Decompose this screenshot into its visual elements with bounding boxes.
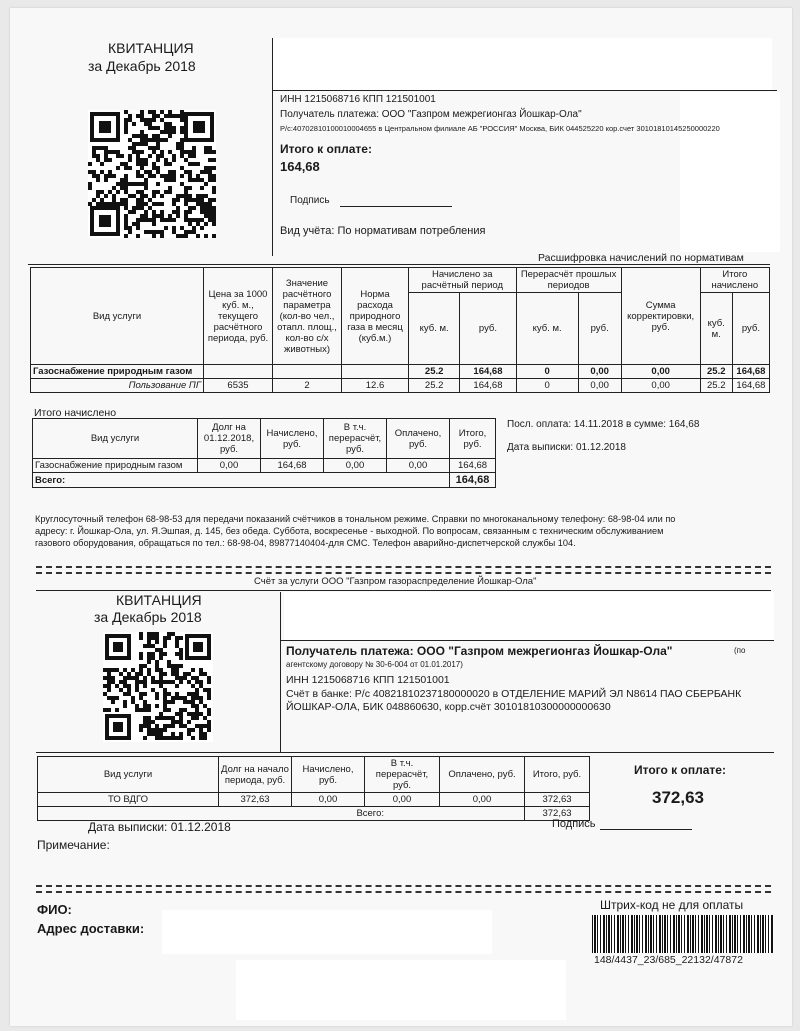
summary-title: Итого начислено — [34, 407, 117, 419]
info-line: Круглосуточный телефон 68-98-53 для передачи показаний счётчиков в тональном режиме. Справки по многоканальному телефону: 68-98-04 или по — [35, 514, 676, 524]
receipt2-bank-line2: ЙОШКАР-ОЛА, БИК 048860630, корр.счёт 30101810300000000630 — [286, 701, 611, 713]
divider — [280, 592, 281, 752]
cell: 0 — [516, 379, 578, 393]
receipt1-inn: ИНН 1215068716 КПП 121501001 — [280, 94, 436, 105]
redacted-area — [162, 910, 492, 954]
cell: 0,00 — [365, 793, 440, 807]
th-total: Итого, руб. — [450, 419, 496, 459]
breakdown-table — [30, 267, 770, 393]
th-service: Вид услуги — [38, 757, 219, 793]
th-price: Цена за 1000 куб. м., текущего расчётного периода, руб. — [204, 268, 273, 365]
cell: 25.2 — [409, 365, 460, 379]
th-debt: Долг на начало периода, руб. — [219, 757, 292, 793]
receipt1-account-type: Вид учёта: По нормативам потребления — [280, 225, 486, 237]
cell: 0 — [516, 365, 578, 379]
row-service: Газоснабжение природным газом — [33, 459, 198, 473]
cut-line — [36, 572, 771, 574]
cell: 164,68 — [460, 379, 516, 393]
last-payment: Посл. оплата: 14.11.2018 в сумме: 164,68 — [507, 419, 700, 430]
th-total: Итого начислено — [700, 268, 769, 293]
barcode-title: Штрих-код не для оплаты — [600, 898, 744, 912]
row-service: ТО ВДГО — [38, 793, 219, 807]
th-service: Вид услуги — [33, 419, 198, 459]
divider — [36, 590, 771, 591]
cell: 0,00 — [324, 459, 387, 473]
divider — [280, 640, 774, 641]
th-rub: руб. — [732, 293, 769, 365]
cell: 0,00 — [198, 459, 261, 473]
receipt1-period: за Декабрь 2018 — [88, 58, 196, 74]
receipt2-agent-note: агентскому договору № 30-6-004 от 01.01.2017) — [286, 660, 463, 669]
th-param: Значение расчётного параметра (кол-во чел., отапл. площ., кол-во с/х животных) — [273, 268, 342, 365]
redacted-area — [236, 960, 566, 1020]
cell: 12.6 — [342, 379, 409, 393]
cell: 372,63 — [525, 793, 590, 807]
all-label: Всего: — [33, 473, 450, 488]
receipt2-inn: ИНН 1215068716 КПП 121501001 — [286, 674, 450, 686]
cut-line — [36, 566, 771, 568]
th-rub: руб. — [578, 293, 621, 365]
qr-code — [88, 110, 216, 238]
cell: 0,00 — [621, 365, 700, 379]
th-m3: куб. м. — [516, 293, 578, 365]
th-accrued: Начислено за расчётный период — [409, 268, 517, 293]
cell: 0,00 — [578, 365, 621, 379]
receipt1-issue-date: Дата выписки: 01.12.2018 — [507, 442, 626, 453]
cell: 6535 — [204, 379, 273, 393]
cell: 25.2 — [700, 365, 732, 379]
receipt1-recipient: Получатель платежа: ООО "Газпром межрегионгаз Йошкар-Ола" — [280, 109, 582, 120]
receipt2-header-note: Счёт за услуги ООО "Газпром газораспределение Йошкар-Ола" — [254, 576, 537, 587]
th-recalc: Перерасчёт прошлых периодов — [516, 268, 621, 293]
receipt2-total-label: Итого к оплате: — [634, 763, 726, 777]
summary-table — [32, 418, 496, 488]
receipt2-recipient-note: (по — [734, 646, 746, 655]
cell: 25.2 — [700, 379, 732, 393]
cell: 164,68 — [450, 459, 496, 473]
info-line: адресу: г. Йошкар-Ола, ул. Я.Эшпая, д. 145, без обеда. Суббота, воскресенье - выходной. По вопросам, связанным с техническим обслуживанием — [35, 526, 664, 536]
receipt2-bank-line1: Счёт в банке: Р/с 40821810237180000020 в ОТДЕЛЕНИЕ МАРИЙ ЭЛ N8614 ПАО СБЕРБАНК — [286, 688, 742, 700]
signature-line — [600, 829, 692, 830]
receipt2-total-value: 372,63 — [652, 788, 704, 807]
barcode-number: 148/4437_23/685_22132/47872 — [594, 954, 743, 966]
barcode — [592, 915, 774, 953]
th-recalc: В т.ч. перерасчёт, руб. — [365, 757, 440, 793]
divider — [272, 38, 273, 256]
th-rub: руб. — [460, 293, 516, 365]
row-service: Газоснабжение природным газом — [31, 365, 204, 379]
cell: 0,00 — [578, 379, 621, 393]
divider — [272, 90, 777, 91]
th-debt: Долг на 01.12.2018, руб. — [198, 419, 261, 459]
redacted-area — [680, 92, 780, 252]
cell: 25.2 — [409, 379, 460, 393]
all-label: Всего: — [38, 807, 525, 821]
receipt1-bank: Р/с:40702810100010004655 в Центральном филиале АБ "РОССИЯ" Москва, БИК 044525220 кор.счет 30101810145250000220 — [280, 124, 720, 133]
all-value: 164,68 — [450, 473, 496, 488]
receipt1-total-label: Итого к оплате: — [280, 142, 372, 156]
receipt1-title: КВИТАНЦИЯ — [108, 40, 194, 56]
th-adjust: Сумма корректировки, руб. — [621, 268, 700, 365]
cell: 0,00 — [440, 793, 525, 807]
th-service: Вид услуги — [31, 268, 204, 365]
th-accrued: Начислено, руб. — [261, 419, 324, 459]
redacted-area — [284, 592, 774, 640]
divider — [28, 264, 770, 265]
cell: 0,00 — [387, 459, 450, 473]
th-accrued: Начислено, руб. — [292, 757, 365, 793]
address-label: Адрес доставки: — [37, 921, 145, 936]
th-recalc: В т.ч. перерасчёт, руб. — [324, 419, 387, 459]
all-value: 372,63 — [525, 807, 590, 821]
cell: 164,68 — [732, 365, 769, 379]
cell: 372,63 — [219, 793, 292, 807]
receipt1-signature-label: Подпись — [290, 195, 330, 206]
cell: 0,00 — [621, 379, 700, 393]
row-service: Пользование ПГ — [31, 379, 204, 393]
th-m3: куб. м. — [700, 293, 732, 365]
redacted-area — [272, 38, 772, 90]
info-line: газового оборудования, обращаться по тел.: 68-98-04, 89877140404-для СМС. Телефон аварийно-диспетчерской службы 104. — [35, 538, 576, 548]
th-paid: Оплачено, руб. — [387, 419, 450, 459]
cell: 2 — [273, 379, 342, 393]
th-norm: Норма расхода природного газа в месяц (куб.м.) — [342, 268, 409, 365]
fio-label: ФИО: — [37, 902, 72, 917]
cut-line — [36, 885, 771, 887]
receipt2-table — [37, 756, 590, 821]
th-total: Итого, руб. — [525, 757, 590, 793]
receipt2-recipient: Получатель платежа: ООО "Газпром межрегионгаз Йошкар-Ола" — [286, 644, 673, 658]
cell: 164,68 — [732, 379, 769, 393]
cell: 164,68 — [460, 365, 516, 379]
th-paid: Оплачено, руб. — [440, 757, 525, 793]
receipt2-issue-date: Дата выписки: 01.12.2018 — [88, 820, 231, 834]
cell: 0,00 — [292, 793, 365, 807]
receipt2-note-label: Примечание: — [37, 838, 110, 852]
receipt2-period: за Декабрь 2018 — [94, 609, 202, 625]
receipt2-signature-label: Подпись — [552, 818, 596, 830]
breakdown-title: Расшифровка начислений по нормативам — [538, 252, 744, 264]
divider — [36, 752, 774, 753]
cut-line — [36, 891, 771, 893]
signature-line — [340, 206, 452, 207]
receipt2-title: КВИТАНЦИЯ — [116, 592, 202, 608]
cell: 164,68 — [261, 459, 324, 473]
th-m3: куб. м. — [409, 293, 460, 365]
receipt1-total-value: 164,68 — [280, 159, 320, 174]
qr-code — [103, 632, 213, 742]
